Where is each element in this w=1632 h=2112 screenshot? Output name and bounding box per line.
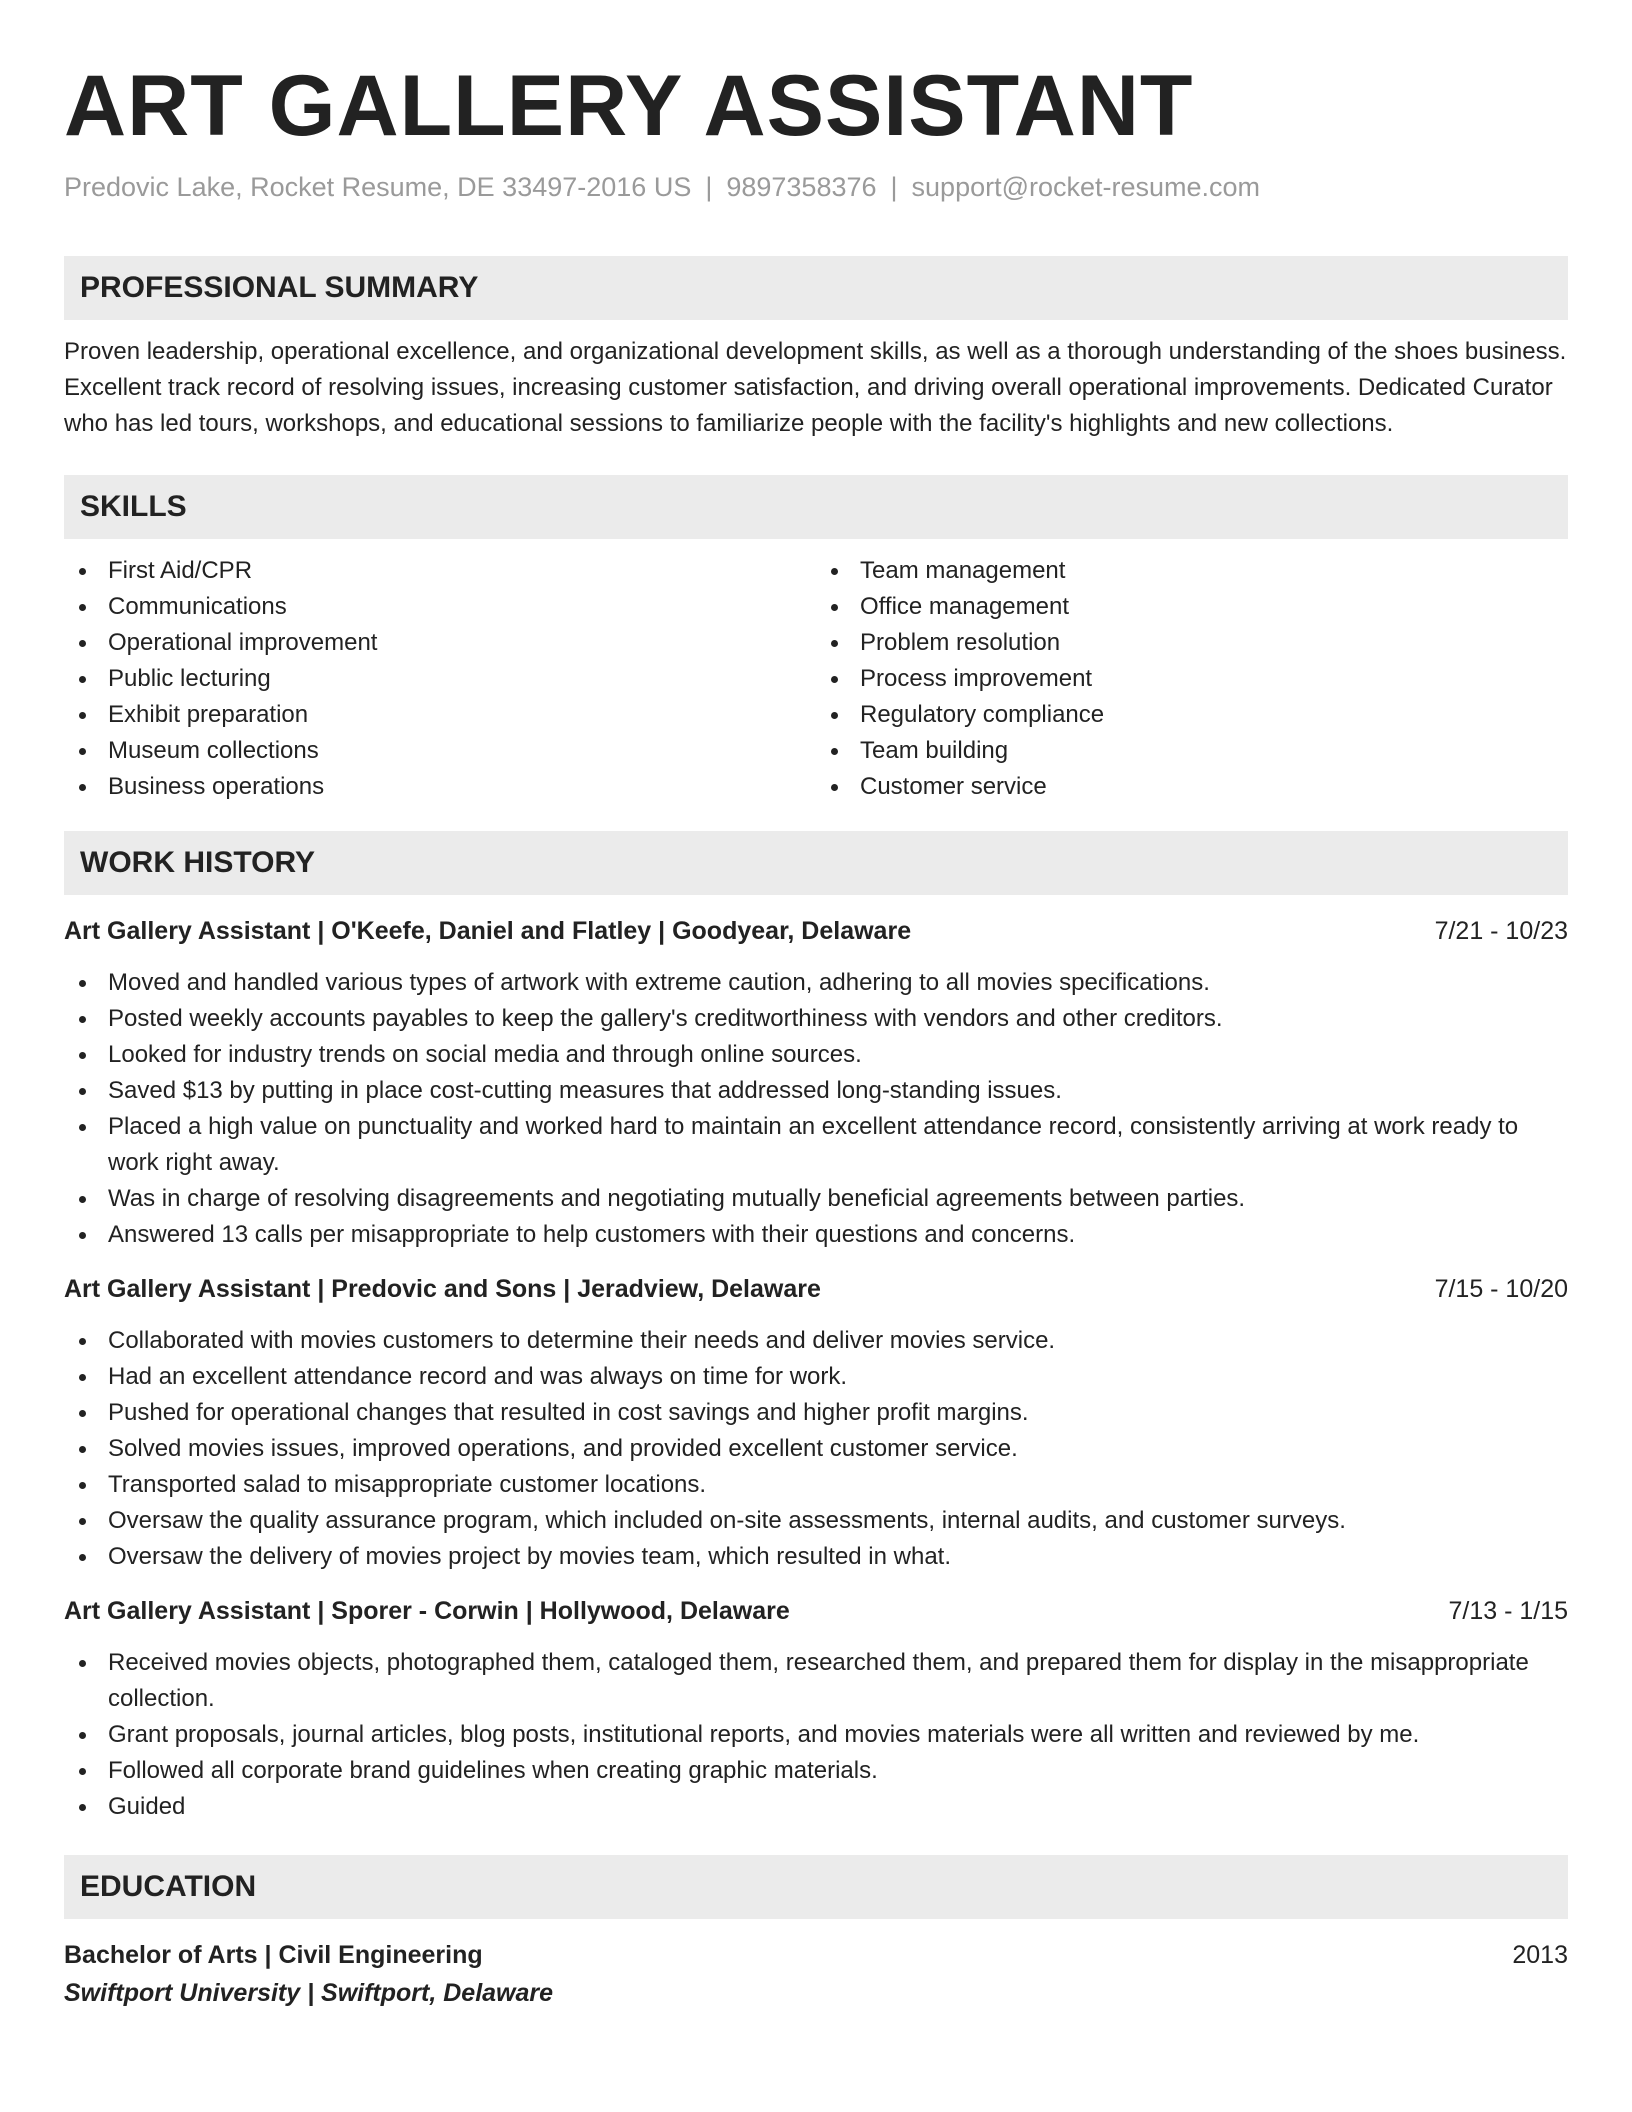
job-bullet: Moved and handled various types of artwork with extreme caution, adhering to all movies specifications. [64, 965, 1568, 1001]
section-header-work: WORK HISTORY [64, 831, 1568, 895]
skill-item: Team management [816, 553, 1568, 589]
job-title: Art Gallery Assistant | O'Keefe, Daniel and Flatley | Goodyear, Delaware [64, 917, 912, 945]
job-bullet: Received movies objects, photographed them, cataloged them, researched them, and prepared them for display in the misappropriate collection. [64, 1645, 1568, 1717]
summary-text: Proven leadership, operational excellence, and organizational development skills, as well as a thorough understanding of the shoes business. Excellent track record of resolving issues, increasing customer satisfaction, and driving overall operational improvements. Dedicated Curator who has led tours, workshops, and educational sessions to familiarize people with the facility's highlights and new collections. [64, 338, 1567, 437]
skill-item: Public lecturing [64, 661, 816, 697]
job-entry [64, 1593, 1568, 1825]
job-bullet: Looked for industry trends on social media and through online sources. [64, 1037, 1568, 1073]
contact-email[interactable]: support@rocket-resume.com [911, 172, 1261, 202]
job-bullet: Posted weekly accounts payables to keep the gallery's creditworthiness with vendors and other creditors. [64, 1001, 1568, 1037]
job-header [64, 913, 1568, 949]
job-entry [64, 913, 1568, 1253]
job-bullet: Pushed for operational changes that resulted in cost savings and higher profit margins. [64, 1395, 1568, 1431]
job-bullet: Solved movies issues, improved operations, and provided excellent customer service. [64, 1431, 1568, 1467]
education-school: Swiftport University | Swiftport, Delaware [64, 1979, 554, 2007]
education-year: 2013 [1512, 1941, 1568, 1969]
skill-item: Customer service [816, 769, 1568, 805]
job-bullet: Was in charge of resolving disagreements and negotiating mutually beneficial agreements between parties. [64, 1181, 1568, 1217]
section-header-education: EDUCATION [64, 1855, 1568, 1919]
section-header-skills: SKILLS [64, 475, 1568, 539]
skill-item: Team building [816, 733, 1568, 769]
skill-item: Business operations [64, 769, 816, 805]
skill-item: Process improvement [816, 661, 1568, 697]
contact-line [64, 168, 1568, 206]
contact-separator: | [705, 172, 713, 202]
education-degree: Bachelor of Arts | Civil Engineering [64, 1941, 483, 1969]
job-bullet: Placed a high value on punctuality and worked hard to maintain an excellent attendance record, consistently arriving at work ready to work right away. [64, 1109, 1568, 1181]
job-entry [64, 1271, 1568, 1575]
job-bullet: Answered 13 calls per misappropriate to help customers with their questions and concerns. [64, 1217, 1568, 1253]
job-title: Art Gallery Assistant | Sporer - Corwin | Hollywood, Delaware [64, 1597, 790, 1625]
skill-item: Regulatory compliance [816, 697, 1568, 733]
job-dates: 7/21 - 10/23 [1434, 917, 1568, 945]
job-header [64, 1271, 1568, 1307]
job-bullet: Guided [64, 1789, 1568, 1825]
section-header-summary: PROFESSIONAL SUMMARY [64, 256, 1568, 320]
job-bullets [64, 1323, 1568, 1575]
skill-item: First Aid/CPR [64, 553, 816, 589]
skills-list [64, 553, 1568, 805]
job-bullet: Collaborated with movies customers to determine their needs and deliver movies service. [64, 1323, 1568, 1359]
contact-separator: | [890, 172, 898, 202]
skills-column-left [64, 553, 816, 805]
resume-name: ART GALLERY ASSISTANT [64, 58, 1194, 154]
contact-address: Predovic Lake, Rocket Resume, DE 33497-2016 US [64, 172, 692, 202]
job-bullets [64, 965, 1568, 1253]
job-bullet: Grant proposals, journal articles, blog posts, institutional reports, and movies materials were all written and reviewed by me. [64, 1717, 1568, 1753]
job-bullet: Oversaw the quality assurance program, which included on-site assessments, internal audits, and customer surveys. [64, 1503, 1568, 1539]
skill-item: Museum collections [64, 733, 816, 769]
education-entry [64, 1937, 1568, 2011]
job-bullet: Had an excellent attendance record and was always on time for work. [64, 1359, 1568, 1395]
job-bullet: Followed all corporate brand guidelines when creating graphic materials. [64, 1753, 1568, 1789]
job-bullet: Saved $13 by putting in place cost-cutting measures that addressed long-standing issues. [64, 1073, 1568, 1109]
job-dates: 7/15 - 10/20 [1434, 1275, 1568, 1303]
skill-item: Problem resolution [816, 625, 1568, 661]
skill-item: Communications [64, 589, 816, 625]
job-bullets [64, 1645, 1568, 1825]
job-dates: 7/13 - 1/15 [1448, 1597, 1568, 1625]
job-title: Art Gallery Assistant | Predovic and Sons | Jeradview, Delaware [64, 1275, 821, 1303]
job-bullet: Transported salad to misappropriate customer locations. [64, 1467, 1568, 1503]
education-header [64, 1937, 1568, 1973]
skills-column-right [816, 553, 1568, 805]
skill-item: Office management [816, 589, 1568, 625]
skill-item: Exhibit preparation [64, 697, 816, 733]
contact-phone: 9897358376 [726, 172, 877, 202]
job-header [64, 1593, 1568, 1629]
skill-item: Operational improvement [64, 625, 816, 661]
job-bullet: Oversaw the delivery of movies project by movies team, which resulted in what. [64, 1539, 1568, 1575]
